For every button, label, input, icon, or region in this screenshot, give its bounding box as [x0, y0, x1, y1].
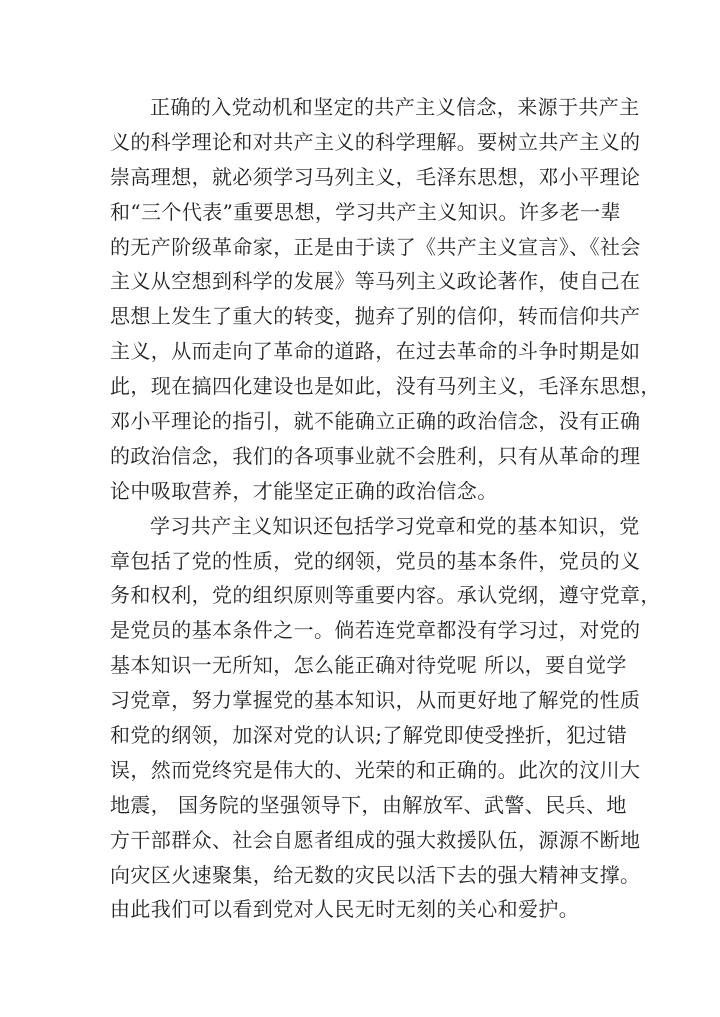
paragraph-1-line-6: 主义从空想到科学的发展》等马列主义政论著作，使自己在 — [110, 269, 641, 294]
paragraph-2-line-6: 习党章，努力掌握党的基本知识，从而更好地了解党的性质 — [110, 688, 641, 713]
paragraph-2-line-3: 务和权利，党的组织原则等重要内容。承认党纲，遵守党章， — [110, 583, 661, 608]
paragraph-2-line-7: 和党的纲领，加深对党的认识;了解党即使受挫折，犯过错 — [110, 723, 628, 748]
paragraph-1-line-4: 和“三个代表”重要思想，学习共产主义知识。许多老一辈 — [110, 199, 621, 224]
paragraph-1-line-11: 的政治信念，我们的各项事业就不会胜利，只有从革命的理 — [110, 443, 641, 468]
paragraph-1-line-2: 义的科学理论和对共产主义的科学理解。要树立共产主义的 — [110, 129, 641, 154]
paragraph-2-line-8: 误，然而党终究是伟大的、光荣的和正确的。此次的汶川大 — [110, 757, 641, 782]
paragraph-1-line-5: 的无产阶级革命家，正是由于读了《共产主义宣言》、《社会 — [110, 234, 641, 259]
paragraph-2-line-10: 方干部群众、社会自愿者组成的强大救援队伍，源源不断地 — [110, 827, 641, 852]
paragraph-2-line-12: 由此我们可以看到党对人民无时无刻的关心和爱护。 — [110, 897, 580, 922]
document-body — [110, 90, 661, 927]
paragraph-1-line-8: 主义，从而走向了革命的道路，在过去革命的斗争时期是如 — [110, 339, 641, 364]
paragraph-2-line-4: 是党员的基本条件之一。倘若连党章都没有学习过，对党的 — [110, 618, 641, 643]
paragraph-2-line-1: 学习共产主义知识还包括学习党章和党的基本知识，党 — [150, 513, 640, 538]
paragraph-1-line-10: 邓小平理论的指引，就不能确立正确的政治信念，没有正确 — [110, 409, 641, 434]
paragraph-2-line-9: 地震， 国务院的坚强领导下，由解放军、武警、民兵、地 — [110, 792, 627, 817]
paragraph-1-line-12: 论中吸取营养，才能坚定正确的政治信念。 — [110, 478, 498, 503]
paragraph-1-line-1: 正确的入党动机和坚定的共产主义信念，来源于共产主 — [150, 95, 640, 119]
paragraph-1-line-7: 思想上发生了重大的转变，抛弃了别的信仰，转而信仰共产 — [110, 304, 641, 329]
paragraph-1-line-3: 崇高理想，就必须学习马列主义，毛泽东思想，邓小平理论 — [110, 164, 641, 189]
paragraph-1-line-9: 此，现在搞四化建设也是如此，没有马列主义，毛泽东思想， — [110, 374, 661, 399]
paragraph-2-line-2: 章包括了党的性质，党的纲领，党员的基本条件，党员的义 — [110, 548, 641, 573]
paragraph-2-line-11: 向灾区火速聚集，给无数的灾民以活下去的强大精神支撑。 — [110, 862, 641, 887]
paragraph-2-line-5: 基本知识一无所知，怎么能正确对待党呢 所以，要自觉学 — [110, 653, 627, 678]
